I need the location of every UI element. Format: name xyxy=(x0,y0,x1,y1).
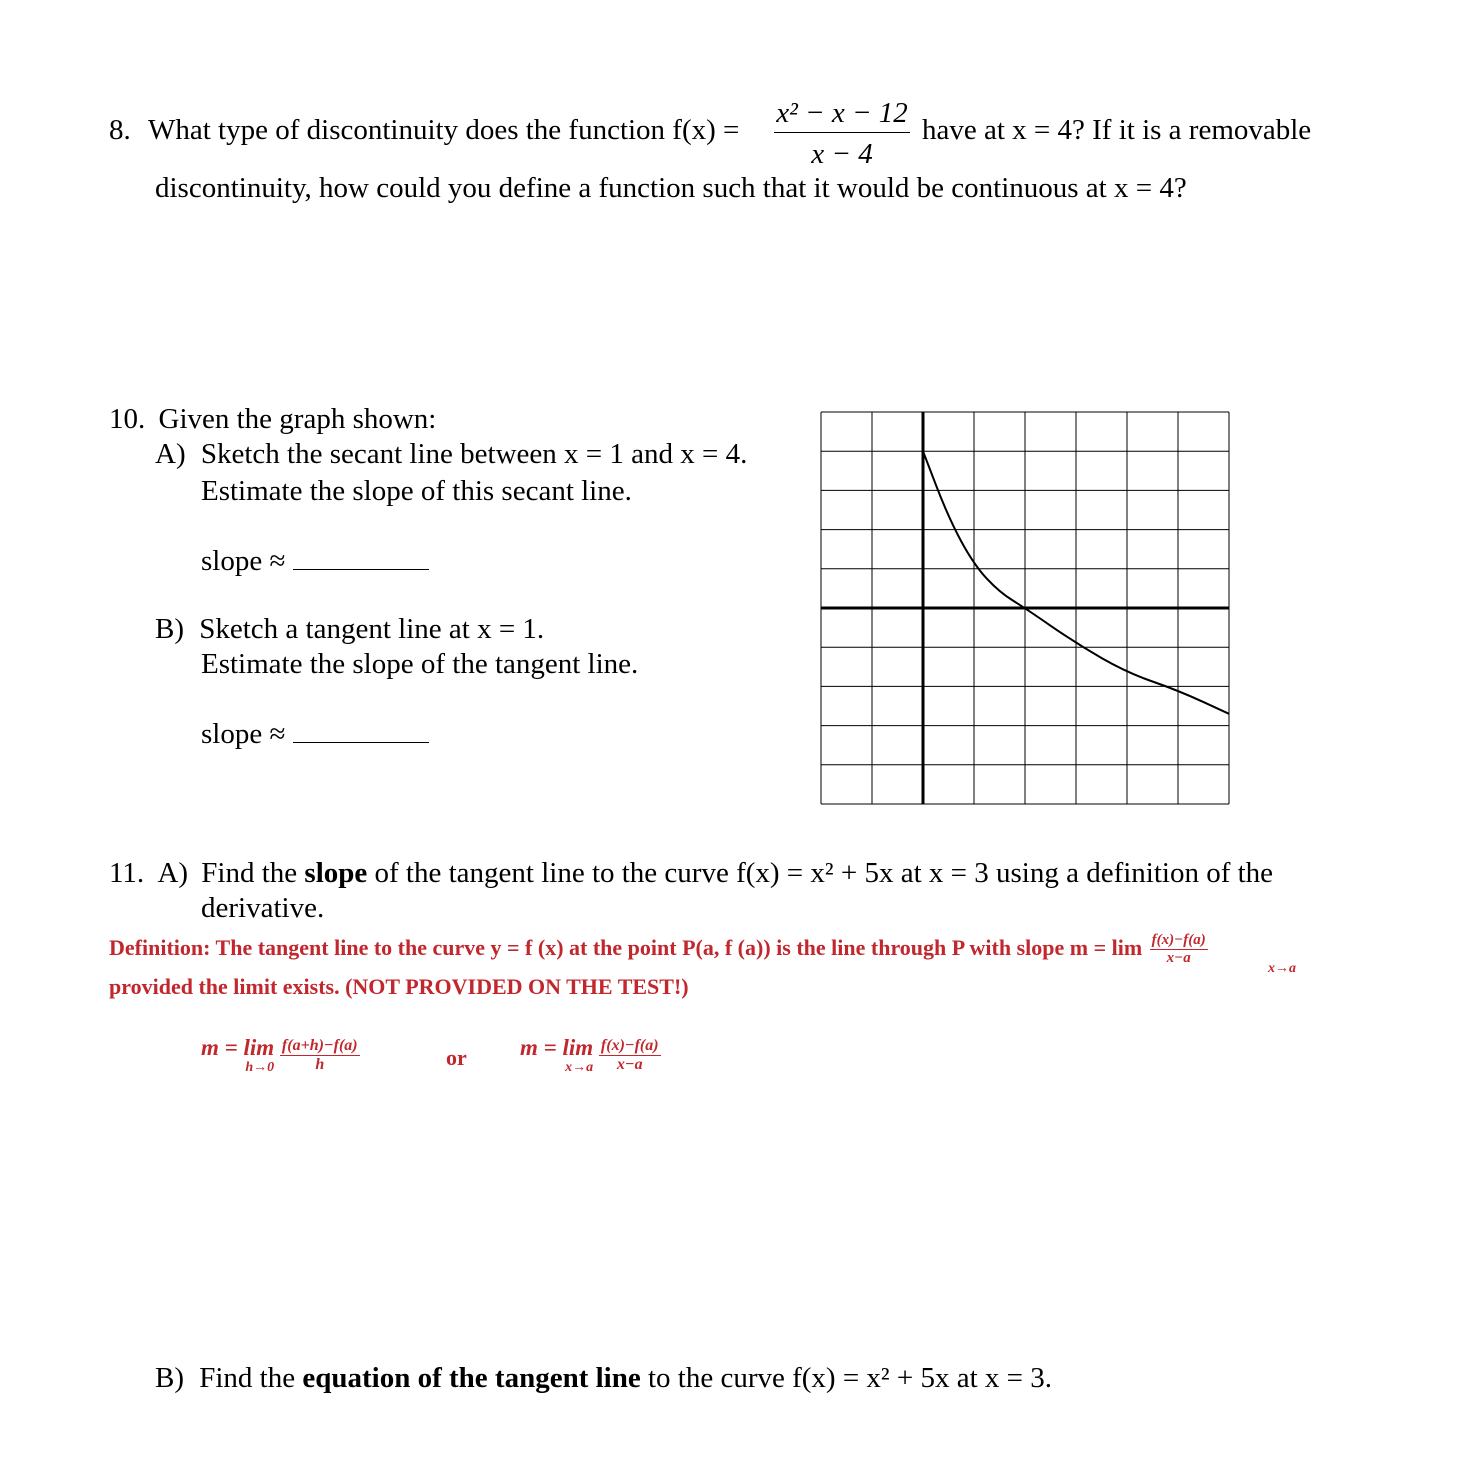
formula-1 xyxy=(201,1036,360,1075)
formula-1-num: f(a+h)−f(a) xyxy=(280,1037,360,1056)
formula-2-lim xyxy=(520,1036,593,1075)
q10-b-text1: Sketch a tangent line at x = 1. xyxy=(199,613,545,645)
or-text: or xyxy=(446,1045,467,1070)
q10-intro: Given the graph shown: xyxy=(158,403,437,435)
q10-a-text1: Sketch the secant line between x = 1 and x = 4. xyxy=(200,438,748,470)
formula-2-sub: x→a xyxy=(565,1060,594,1075)
formula-1-fraction xyxy=(280,1037,360,1075)
definition-line2: provided the limit exists. (NOT PROVIDED ON THE TEST!) xyxy=(109,974,689,999)
q8-fraction xyxy=(774,96,910,171)
definition-line1 xyxy=(109,932,1208,968)
q10-slope-b-blank[interactable] xyxy=(293,716,429,743)
q10-number: 10. xyxy=(109,403,146,435)
q10-graph xyxy=(820,411,1230,805)
q10-b-label: B) xyxy=(155,613,184,645)
q11-a-bold: slope xyxy=(304,857,368,889)
formula-1-sub: h→0 xyxy=(245,1060,275,1075)
formula-1-lim xyxy=(201,1036,274,1075)
definition-fraction xyxy=(1150,932,1208,968)
q10-slope-b xyxy=(201,716,429,751)
q11-number: 11. xyxy=(109,857,145,889)
q8-numerator: x² − x − 12 xyxy=(776,97,908,129)
q11-a-line1 xyxy=(109,856,1273,890)
q8-number: 8. xyxy=(109,114,131,146)
q10-a-label: A) xyxy=(155,438,186,470)
formula-1-den: h xyxy=(315,1056,325,1073)
q11-b-label: B) xyxy=(155,1362,184,1394)
q11-a-post: of the tangent line to the curve f(x) = x² + 5x at x = 3 using a definition of the xyxy=(374,857,1274,889)
formula-2-m: m = lim xyxy=(520,1035,594,1060)
q10-intro-line xyxy=(109,402,436,436)
definition-text: Definition: The tangent line to the curve y = f (x) at the point P(a, f (a)) is the line through P with slope m = lim xyxy=(109,934,1143,960)
definition-frac-num: f(x)−f(a) xyxy=(1150,932,1208,950)
q10-slope-a-label: slope ≈ xyxy=(201,545,286,577)
q11-b-post: to the curve f(x) = x² + 5x at x = 3. xyxy=(647,1362,1053,1394)
definition-lim-sub: x→a xyxy=(1268,961,1296,976)
q11-b-bold: equation of the tangent line xyxy=(302,1362,641,1394)
q10-a-text2: Estimate the slope of this secant line. xyxy=(201,475,632,507)
q11-b-pre: Find the xyxy=(199,1362,296,1394)
q8-text-c: discontinuity, how could you define a function such that it would be continuous at x = 4? xyxy=(155,172,1187,204)
q11-a-label: A) xyxy=(157,857,189,889)
q10-slope-b-label: slope ≈ xyxy=(201,718,286,750)
definition-frac-den: x−a xyxy=(1166,950,1191,967)
formula-2-den: x−a xyxy=(616,1056,643,1073)
q10-slope-a-blank[interactable] xyxy=(293,543,429,570)
q11-b-line xyxy=(155,1361,1052,1395)
formula-1-m: m = lim xyxy=(201,1035,275,1060)
formula-2-num: f(x)−f(a) xyxy=(599,1037,661,1056)
formula-2-fraction xyxy=(599,1037,661,1075)
formula-2 xyxy=(520,1036,661,1075)
q10-b-text2: Estimate the slope of the tangent line. xyxy=(201,648,639,680)
q11-a-cont: derivative. xyxy=(201,892,325,924)
q8-line1 xyxy=(109,113,739,147)
q8-denominator: x − 4 xyxy=(774,132,910,171)
q8-text-b: have at x = 4? If it is a removable xyxy=(922,114,1312,146)
q11-a-pre: Find the xyxy=(201,857,298,889)
q10-a-line1 xyxy=(155,437,747,471)
q8-text-a: What type of discontinuity does the function f(x) = xyxy=(148,114,740,146)
q10-slope-a xyxy=(201,543,429,578)
q10-b-line1 xyxy=(155,612,544,646)
